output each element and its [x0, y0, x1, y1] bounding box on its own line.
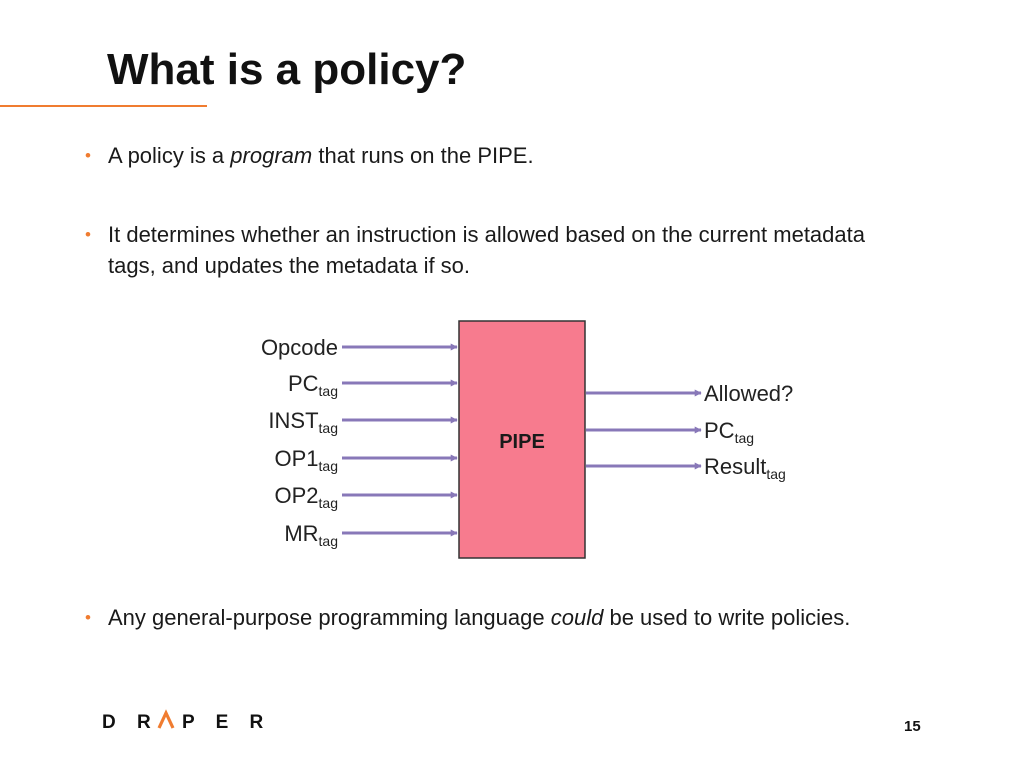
bullet-text-start: Any general-purpose programming language: [108, 605, 545, 630]
output-signals: [586, 381, 793, 482]
input-label: $INST_{tag}$: [268, 408, 338, 436]
draper-logo: [102, 706, 272, 736]
input-signal: [275, 483, 458, 511]
bullet-emphasis: could: [550, 605, 604, 630]
output-signal: [586, 454, 786, 482]
input-label: $PC_{tag}$: [287, 371, 338, 399]
input-label: $OP2_{tag}$: [274, 483, 338, 511]
input-signal: [268, 408, 457, 436]
input-signal: [288, 371, 457, 399]
input-signal: [284, 521, 457, 549]
slide-title: What is a policy?: [107, 45, 467, 94]
bullet-text-start: A policy is a: [108, 143, 225, 168]
input-label: Opcode: [260, 335, 338, 360]
input-signals: [261, 335, 457, 549]
input-signal: [261, 335, 457, 360]
svg-text:D R: D R: [102, 712, 159, 733]
output-label: Result$_{tag}$: [704, 454, 786, 482]
input-signal: [275, 446, 458, 474]
bullet-marker: •: [85, 608, 91, 627]
bullet-text-end: that runs on the PIPE.: [318, 143, 534, 168]
output-signal: [586, 418, 754, 446]
output-signal: [586, 381, 793, 406]
bullet-text: It determines whether an instruction is allowed based on the current metadata tags, and updates the metadata if so.: [108, 222, 865, 278]
input-label: $MR_{tag}$: [284, 521, 338, 549]
bullet-marker: •: [85, 225, 91, 244]
input-label: $OP1_{tag}$: [274, 446, 338, 474]
bullet-marker: •: [85, 146, 91, 165]
output-label: $PC_{tag}$: [704, 418, 755, 446]
bullet-emphasis: program: [230, 143, 313, 168]
logo-caret-icon: [159, 713, 173, 728]
page-number: 15: [904, 718, 921, 735]
svg-text:P E R: P E R: [182, 712, 272, 733]
output-label: Allowed?: [704, 381, 794, 406]
bullet-text-end: be used to write policies.: [609, 605, 851, 630]
pipe-label: PIPE: [499, 431, 545, 453]
